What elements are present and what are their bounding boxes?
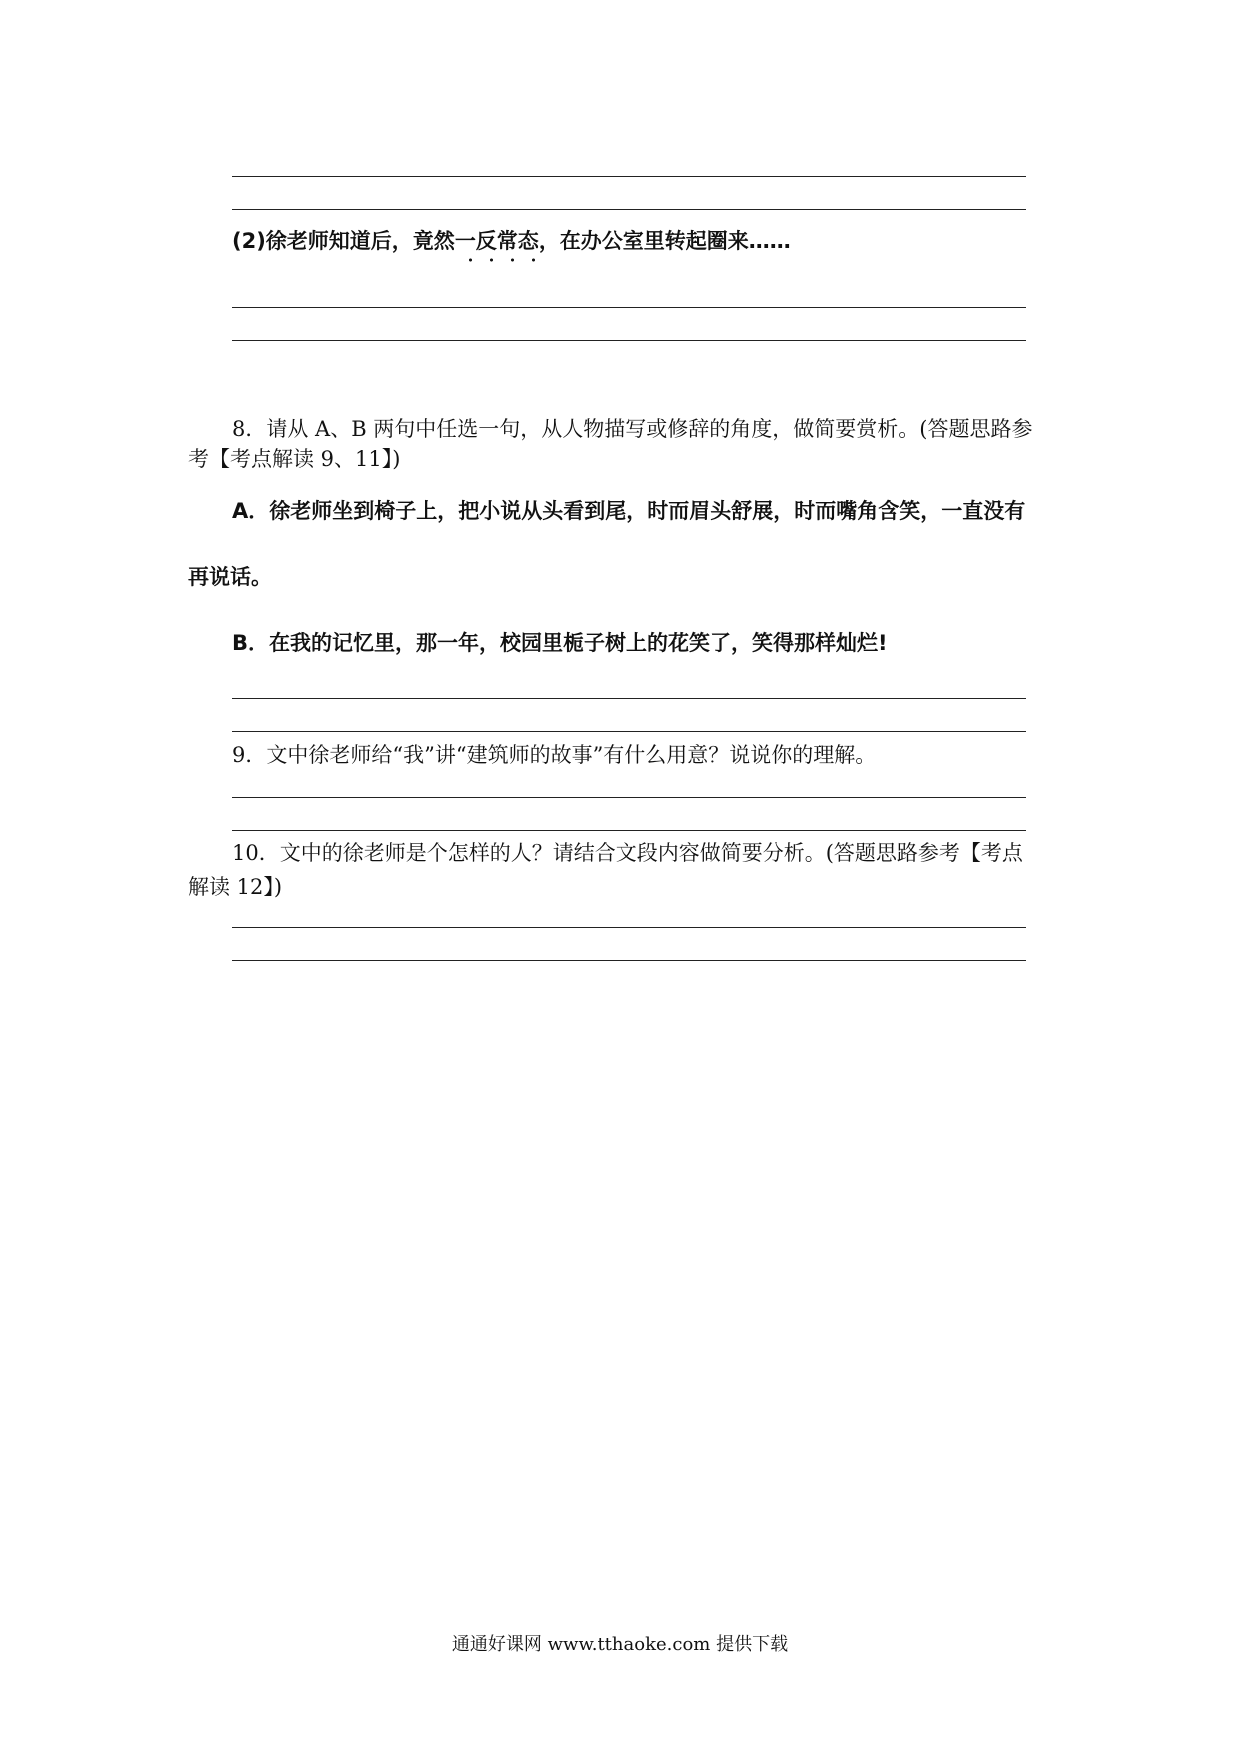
q8-sentence-b: B．在我的记忆里，那一年，校园里栀子树上的花笑了，笑得那样灿烂! [232,631,888,655]
q8-sentence-a-line2: 再说话。 [188,565,272,589]
answer-line [232,927,1026,928]
q7-part2-emphasis: 一反常态 [455,226,539,256]
answer-line [232,960,1026,961]
q7-part2-prefix: (2)徐老师知道后，竟然 [232,229,455,253]
answer-line [232,698,1026,699]
q8-sentence-a-line1: A．徐老师坐到椅子上，把小说从头看到尾，时而眉头舒展，时而嘴角含笑，一直没有 [232,499,1026,523]
answer-line [232,830,1026,831]
answer-line [232,307,1026,308]
answer-line [232,176,1026,177]
page-footer: 通通好课网 www.tthaoke.com 提供下载 [451,1634,789,1655]
q7-part2-suffix: ，在办公室里转起圈来…… [538,229,791,253]
q10-prompt-line1: 10．文中的徐老师是个怎样的人？请结合文段内容做简要分析。(答题思路参考【考点 [232,841,1023,865]
q8-prompt-line2: 考【考点解读 9、11】) [188,447,401,471]
q10-prompt-line2: 解读 12】) [188,875,283,899]
answer-line [232,340,1026,341]
q7-part2-sentence [232,226,791,256]
answer-line [232,731,1026,732]
answer-line [232,797,1026,798]
answer-line [232,209,1026,210]
q9-prompt: 9．文中徐老师给“我”讲“建筑师的故事”有什么用意？说说你的理解。 [232,743,877,767]
q8-prompt-line1: 8．请从 A、B 两句中任选一句，从人物描写或修辞的角度，做简要赏析。(答题思路参 [232,417,1033,441]
